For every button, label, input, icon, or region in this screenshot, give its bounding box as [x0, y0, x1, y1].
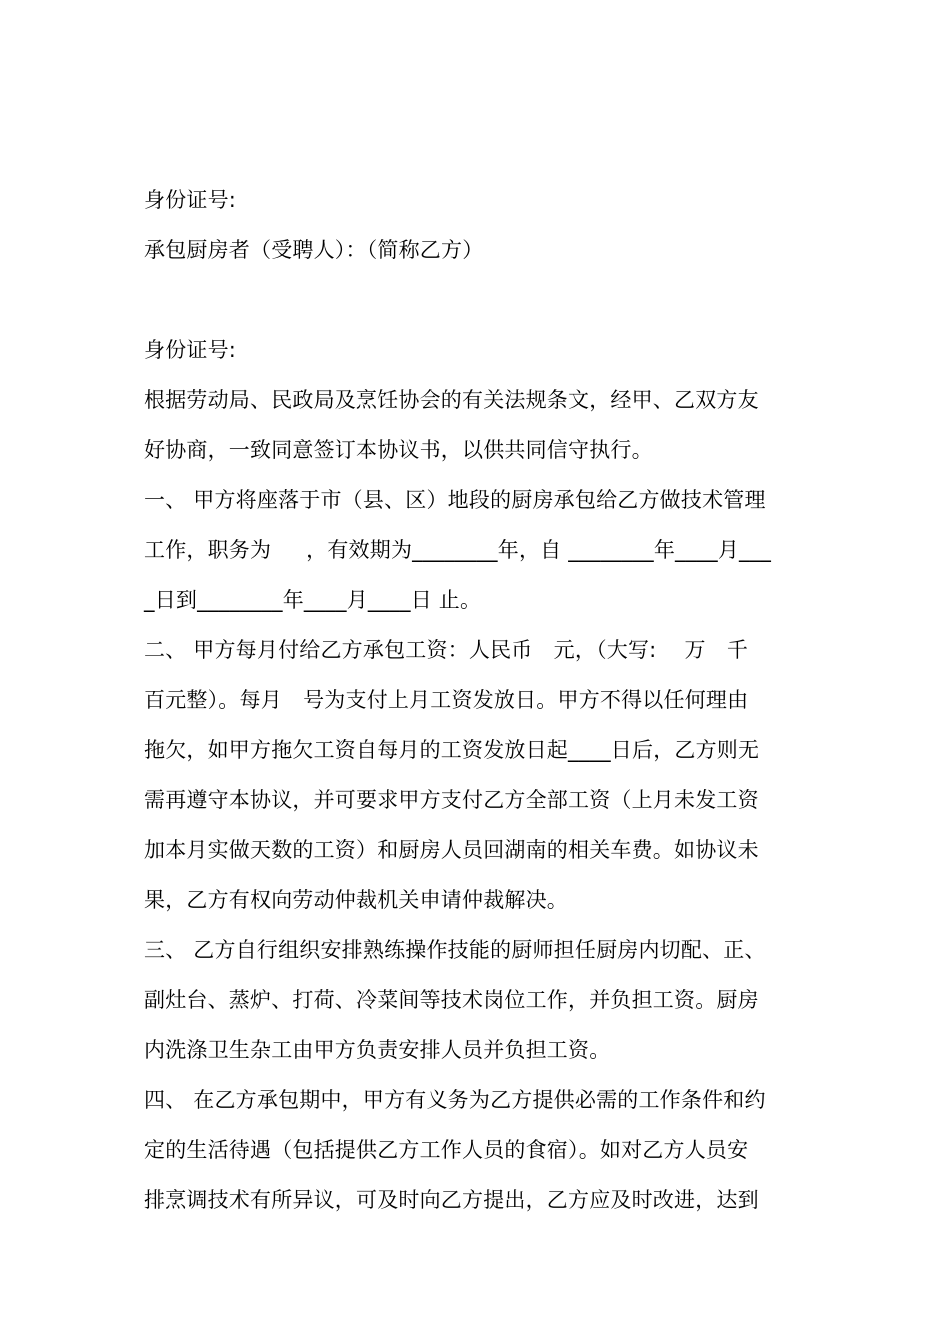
clause-2-line-3: 拖欠，如甲方拖欠工资自每月的工资发放日起____日后，乙方则无 [144, 738, 760, 762]
clause-3-line-3: 内洗涤卫生杂工由甲方负责安排人员并负担工资。 [144, 1038, 611, 1062]
clause-2-line-5: 加本月实做天数的工资）和厨房人员回湖南的相关车费。如协议未 [144, 838, 759, 862]
clause-3-line-2: 副灶台、蒸炉、打荷、冷菜间等技术岗位工作，并负担工资。厨房 [144, 988, 759, 1012]
clause-1-line-2: 工作，职务为 ，有效期为________年，自 ________年____月___ [144, 538, 772, 562]
id-number-line-1: 身份证号: [144, 188, 237, 212]
clause-1-line-1: 一、 甲方将座落于市（县、区）地段的厨房承包给乙方做技术管理 [144, 488, 766, 512]
clause-2-line-1: 二、 甲方每月付给乙方承包工资：人民币 元，（大写: 万 千 [144, 638, 749, 662]
clause-2-line-2: 百元整）。每月 号为支付上月工资发放日。甲方不得以任何理由 [144, 688, 749, 712]
clause-3-line-1: 三、 乙方自行组织安排熟练操作技能的厨师担任厨房内切配、正、 [144, 938, 766, 962]
clause-4-line-3: 排烹调技术有所异议，可及时向乙方提出，乙方应及时改进，达到 [144, 1188, 759, 1212]
clause-2-line-4: 需再遵守本协议，并可要求甲方支付乙方全部工资（上月未发工资 [144, 788, 759, 812]
id-number-line-2: 身份证号: [144, 338, 237, 362]
clause-1-line-3: _日到________年____月____日 止。 [144, 588, 482, 612]
clause-2-line-6: 果，乙方有权向劳动仲裁机关申请仲裁解决。 [144, 888, 568, 912]
clause-4-line-1: 四、 在乙方承包期中，甲方有义务为乙方提供必需的工作条件和约 [144, 1088, 766, 1112]
preamble-line-1: 根据劳动局、民政局及烹饪协会的有关法规条文，经甲、乙双方友 [144, 388, 759, 412]
contractor-line: 承包厨房者（受聘人）：（简称乙方） [144, 238, 484, 262]
preamble-line-2: 好协商，一致同意签订本协议书，以供共同信守执行。 [144, 438, 653, 462]
clause-4-line-2: 定的生活待遇（包括提供乙方工作人员的食宿）。如对乙方人员安 [144, 1138, 749, 1162]
